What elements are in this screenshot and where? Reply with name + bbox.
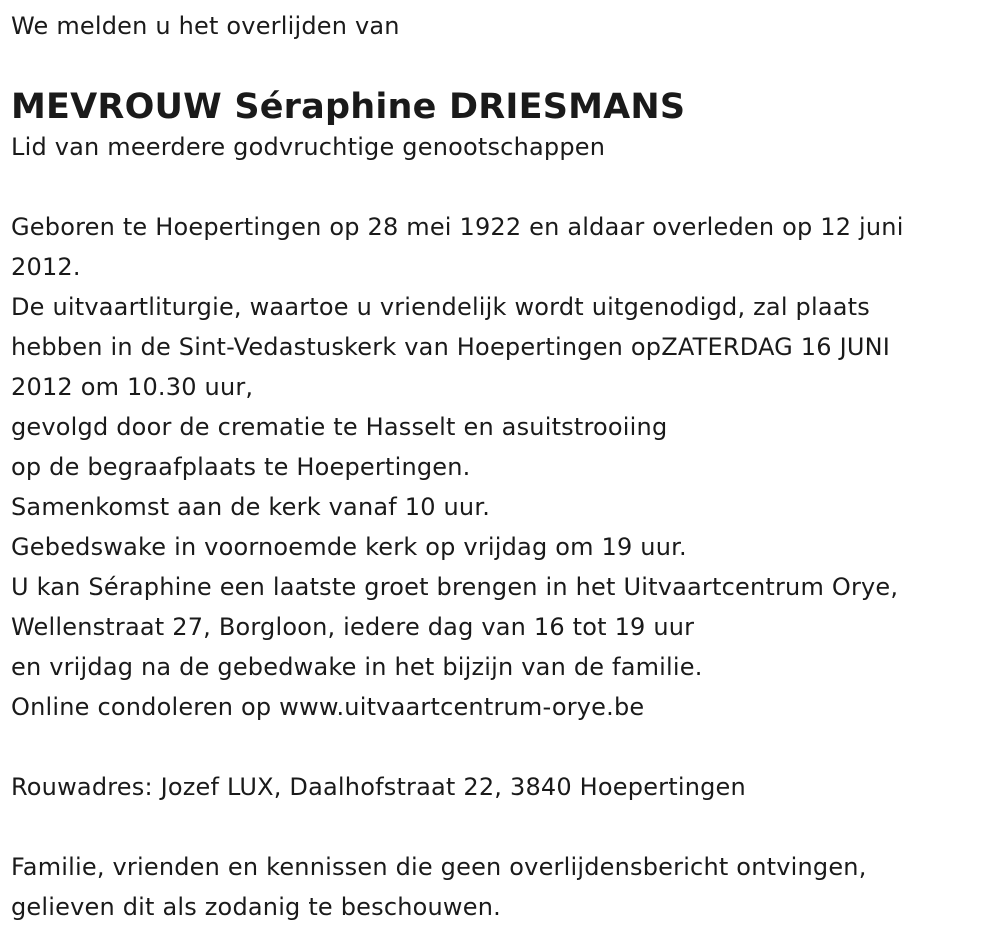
cremation-line-1: gevolgd door de crematie te Hasselt en asuitstrooiing <box>11 413 668 441</box>
gathering-text: Samenkomst aan de kerk vanaf 10 uur. <box>11 493 491 521</box>
spacer <box>11 727 991 767</box>
closing-line-1: Familie, vrienden en kennissen die geen overlijdensbericht ontvingen, <box>11 853 867 881</box>
visitation-line-3: en vrijdag na de gebedwake in het bijzijn van de familie. <box>11 653 703 681</box>
funeral-line-3: 2012 om 10.30 uur, <box>11 373 254 401</box>
mourning-address: Rouwadres: Jozef LUX, Daalhofstraat 22, 3840 Hoepertingen <box>11 773 746 801</box>
subtitle: Lid van meerdere godvruchtige genootschappen <box>11 133 606 161</box>
birth-death-line-1: Geboren te Hoepertingen op 28 mei 1922 en aldaar overleden op 12 juni <box>11 213 904 241</box>
cremation-line-2: op de begraafplaats te Hoepertingen. <box>11 453 471 481</box>
birth-death-line-2: 2012. <box>11 253 81 281</box>
deceased-name: MEVROUW Séraphine DRIESMANS <box>11 87 686 127</box>
spacer <box>11 807 991 847</box>
vigil-text: Gebedswake in voornoemde kerk op vrijdag om 19 uur. <box>11 533 687 561</box>
visitation-line-1: U kan Séraphine een laatste groet brengen in het Uitvaartcentrum Orye, <box>11 573 899 601</box>
funeral-line-2: hebben in de Sint-Vedastuskerk van Hoepertingen opZATERDAG 16 JUNI <box>11 333 891 361</box>
spacer <box>11 46 991 86</box>
intro-text: We melden u het overlijden van <box>11 12 400 40</box>
online-condolences: Online condoleren op www.uitvaartcentrum-orye.be <box>11 693 645 721</box>
death-notice <box>11 6 991 927</box>
closing-line-2: gelieven dit als zodanig te beschouwen. <box>11 893 501 921</box>
funeral-line-1: De uitvaartliturgie, waartoe u vriendelijk wordt uitgenodigd, zal plaats <box>11 293 870 321</box>
spacer <box>11 167 991 207</box>
visitation-line-2: Wellenstraat 27, Borgloon, iedere dag van 16 tot 19 uur <box>11 613 695 641</box>
